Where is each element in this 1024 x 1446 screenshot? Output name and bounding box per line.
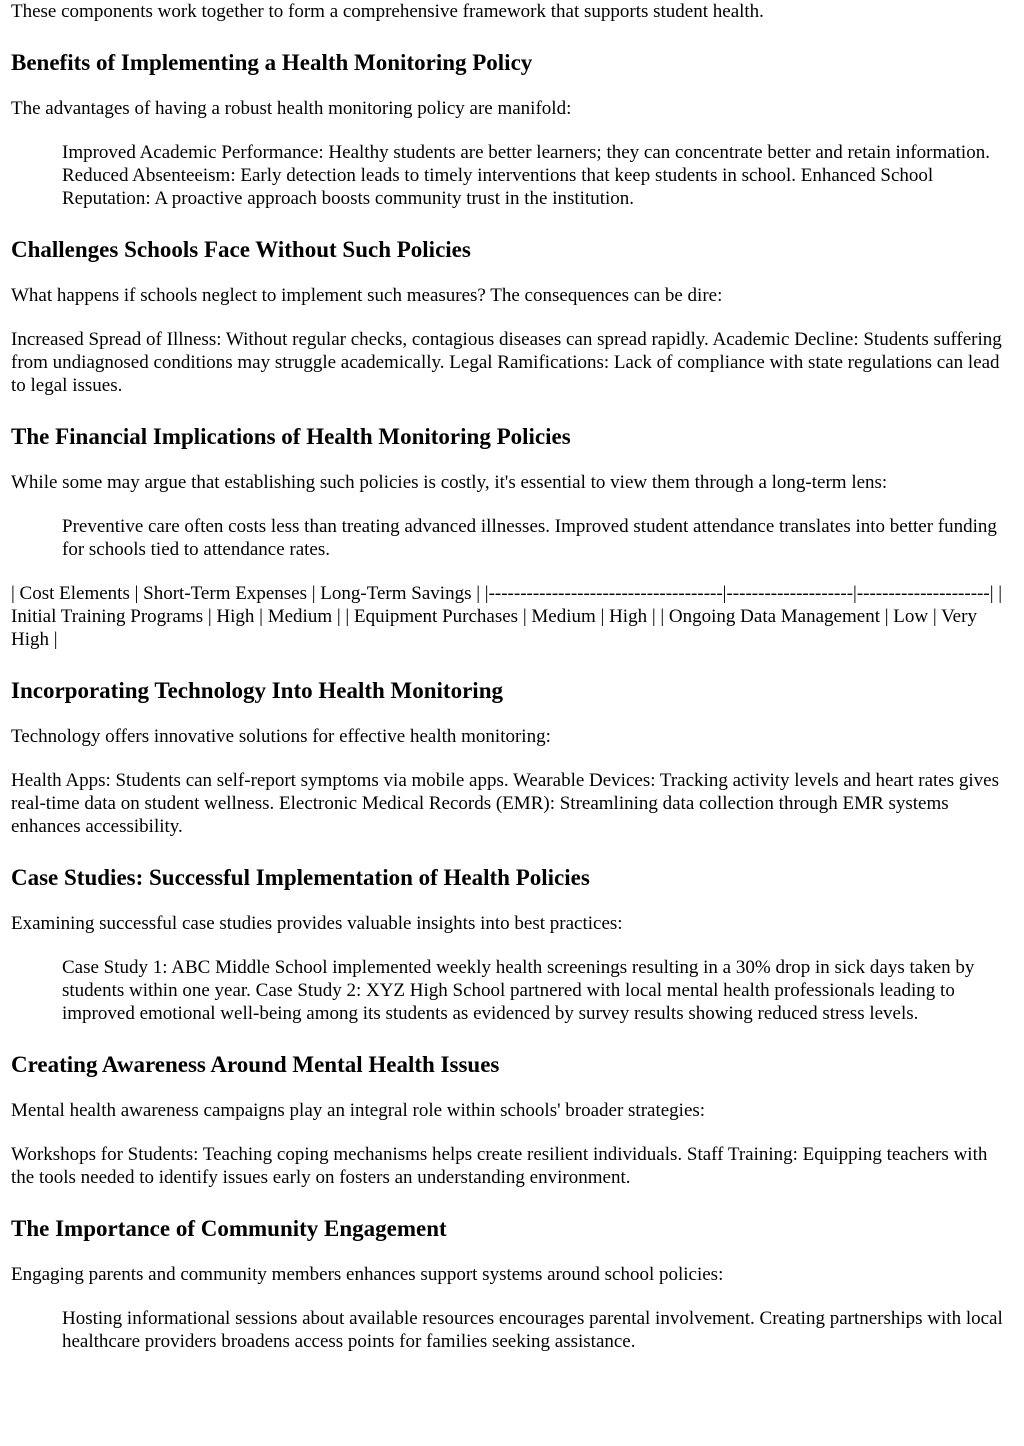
blockquote-financial: Preventive care often costs less than treating advanced illnesses. Improved student attendance translates into better funding for schools tied to attendance rates. <box>62 516 997 560</box>
lead-community: Engaging parents and community members enhances support systems around school policies: <box>11 1264 724 1285</box>
cost-table-text: | Cost Elements | Short-Term Expenses | Long-Term Savings | |-------------------------------------|--------------------|---------------------| | Initial Training Programs | High | Medium | | Equipment Purchases | Medium | High | | Ongoing Data Management | Low | Very High | <box>11 583 1003 650</box>
heading-community: The Importance of Community Engagement <box>11 1216 447 1241</box>
lead-mental-health: Mental health awareness campaigns play an integral role within schools' broader strategies: <box>11 1100 706 1121</box>
heading-benefits: Benefits of Implementing a Health Monitoring Policy <box>11 50 533 75</box>
heading-mental-health: Creating Awareness Around Mental Health Issues <box>11 1052 500 1077</box>
paragraph-technology: Health Apps: Students can self-report symptoms via mobile apps. Wearable Devices: Tracking activity levels and heart rates gives real-time data on student wellness. Electronic Medical Records (EMR): Streamlining data collection through EMR systems enhances accessibility. <box>11 770 999 837</box>
lead-benefits: The advantages of having a robust health monitoring policy are manifold: <box>11 98 572 119</box>
blockquote-benefits: Improved Academic Performance: Healthy students are better learners; they can concentrate better and retain information. Reduced Absenteeism: Early detection leads to timely interventions that keep students in school. Enhanced School Reputation: A proactive approach boosts community trust in the institution. <box>62 142 990 209</box>
paragraph-challenges: Increased Spread of Illness: Without regular checks, contagious diseases can spread rapidly. Academic Decline: Students suffering from undiagnosed conditions may struggle academically. Legal Ramifications: Lack of compliance with state regulations can lead to legal issues. <box>11 329 1002 396</box>
heading-case-studies: Case Studies: Successful Implementation of Health Policies <box>11 865 590 890</box>
blockquote-community: Hosting informational sessions about available resources encourages parental involvement. Creating partnerships with local healthcare providers broadens access points for families seeking assistance. <box>62 1308 1003 1352</box>
lead-technology: Technology offers innovative solutions for effective health monitoring: <box>11 726 551 747</box>
blockquote-case-studies: Case Study 1: ABC Middle School implemented weekly health screenings resulting in a 30% drop in sick days taken by students within one year. Case Study 2: XYZ High School partnered with local mental health professionals leading to improved emotional well-being among its students as evidenced by survey results showing reduced stress levels. <box>62 957 975 1024</box>
paragraph-mental-health: Workshops for Students: Teaching coping mechanisms helps create resilient individuals. Staff Training: Equipping teachers with the tools needed to identify issues early on fosters an understanding environment. <box>11 1144 988 1188</box>
heading-technology: Incorporating Technology Into Health Monitoring <box>11 678 503 703</box>
lead-challenges: What happens if schools neglect to implement such measures? The consequences can be dire: <box>11 285 723 306</box>
intro-paragraph: These components work together to form a comprehensive framework that supports student health. <box>11 1 764 22</box>
lead-financial: While some may argue that establishing such policies is costly, it's essential to view them through a long-term lens: <box>11 472 888 493</box>
heading-financial: The Financial Implications of Health Monitoring Policies <box>11 424 571 449</box>
lead-case-studies: Examining successful case studies provides valuable insights into best practices: <box>11 913 623 934</box>
heading-challenges: Challenges Schools Face Without Such Policies <box>11 237 471 262</box>
